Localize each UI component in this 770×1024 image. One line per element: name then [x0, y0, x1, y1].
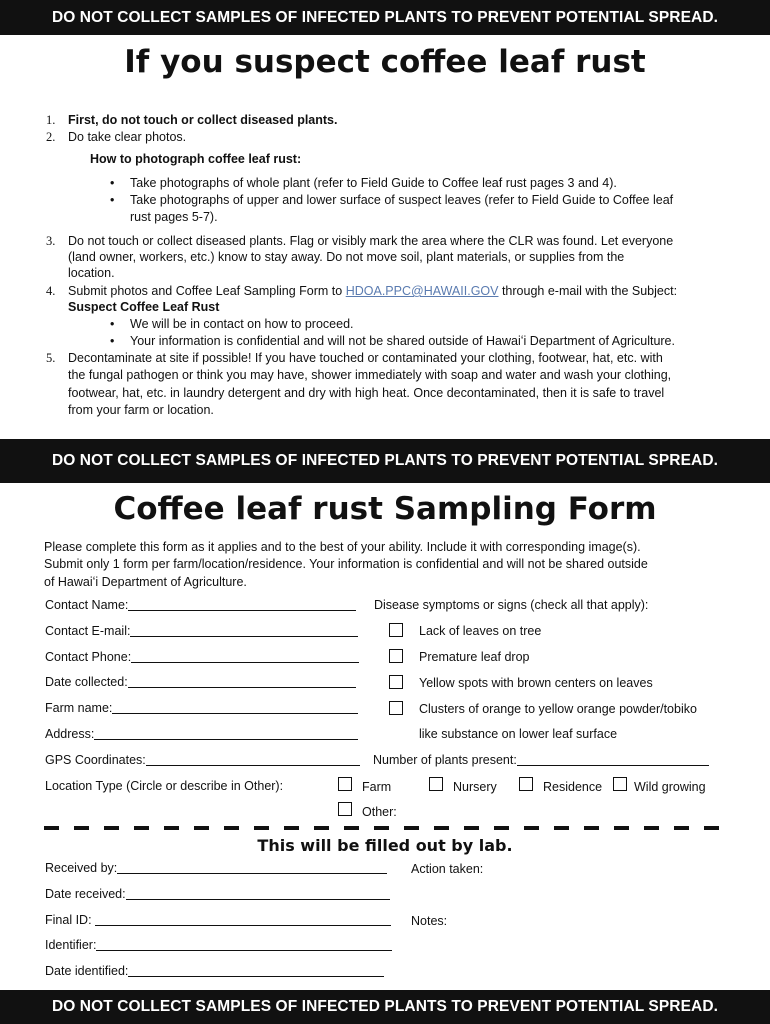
bullet-icon: •: [110, 176, 115, 190]
warning-banner-bottom: DO NOT COLLECT SAMPLES OF INFECTED PLANTS TO PREVENT POTENTIAL SPREAD.: [0, 990, 770, 1024]
step-4-number: 4.: [46, 284, 56, 298]
symptom-4-label-line-2: like substance on lower leaf surface: [419, 727, 618, 741]
warning-banner-top: DO NOT COLLECT SAMPLES OF INFECTED PLANTS TO PREVENT POTENTIAL SPREAD.: [0, 0, 770, 35]
photo-bullet-1: Take photographs of whole plant (refer to Field Guide to Coffee leaf rust pages 3 and 4).: [130, 176, 617, 190]
final-id-field[interactable]: Final ID:: [45, 912, 391, 929]
notes-label: Notes:: [411, 914, 448, 928]
contact-phone-field[interactable]: Contact Phone:: [45, 649, 359, 666]
form-intro-line-3: of Hawaiʻi Department of Agriculture.: [44, 575, 247, 589]
step-3-number: 3.: [46, 234, 56, 248]
location-wild-checkbox[interactable]: [613, 777, 627, 791]
step-4-bullet-1: We will be in contact on how to proceed.: [130, 317, 354, 331]
step-5-line-3: footwear, hat, etc. in laundry detergent and dry with high heat. Once decontaminated, then it is safe to travel: [68, 386, 665, 400]
photo-bullet-2-line-2: rust pages 5-7).: [130, 210, 218, 224]
step-2-number: 2.: [46, 130, 56, 144]
step-5-number: 5.: [46, 351, 56, 365]
step-5-line-4: from your farm or location.: [68, 403, 214, 417]
symptom-1-checkbox[interactable]: [389, 623, 403, 637]
step-3-line-2: (land owner, workers, etc.) know to stay away. Do not move soil, plant materials, or supplies from the: [68, 250, 625, 264]
date-identified-field[interactable]: Date identified:: [45, 963, 384, 980]
form-intro-line-1: Please complete this form as it applies and to the best of your ability. Include it with corresponding image(s).: [44, 540, 641, 554]
dashed-divider: [44, 826, 728, 830]
symptom-3-label: Yellow spots with brown centers on leaves: [419, 676, 653, 690]
step-1-text: First, do not touch or collect diseased plants.: [68, 113, 338, 127]
symptom-1-label: Lack of leaves on tree: [419, 624, 542, 638]
lab-section-title: This will be filled out by lab.: [257, 836, 513, 855]
photo-heading: How to photograph coffee leaf rust:: [90, 152, 302, 166]
location-farm-label: Farm: [362, 780, 392, 794]
contact-name-field[interactable]: Contact Name:: [45, 597, 356, 614]
location-farm-checkbox[interactable]: [338, 777, 352, 791]
step-2-text: Do take clear photos.: [68, 130, 187, 144]
received-by-field[interactable]: Received by:: [45, 860, 387, 877]
warning-banner-middle: DO NOT COLLECT SAMPLES OF INFECTED PLANTS TO PREVENT POTENTIAL SPREAD.: [0, 439, 770, 483]
num-plants-field[interactable]: Number of plants present:: [373, 752, 709, 769]
contact-email-field[interactable]: Contact E-mail:: [45, 623, 358, 640]
date-collected-line[interactable]: [128, 675, 356, 688]
location-nursery-checkbox[interactable]: [429, 777, 443, 791]
farm-name-field[interactable]: Farm name:: [45, 700, 358, 717]
step-5-line-1: Decontaminate at site if possible! If you have touched or contaminated your clothing, footwear, hat, etc. with: [68, 351, 663, 365]
address-line[interactable]: [94, 727, 358, 740]
location-other-label: Other:: [362, 805, 397, 819]
farm-name-line[interactable]: [112, 701, 358, 714]
form-intro-line-2: Submit only 1 form per farm/location/residence. Your information is confidential and will not be shared outside: [44, 557, 648, 571]
date-collected-field[interactable]: Date collected:: [45, 674, 356, 691]
symptom-3-checkbox[interactable]: [389, 675, 403, 689]
photo-bullet-2-line-1: Take photographs of upper and lower surface of suspect leaves (refer to Field Guide to Coffee leaf: [130, 193, 674, 207]
location-residence-checkbox[interactable]: [519, 777, 533, 791]
date-identified-line[interactable]: [128, 964, 384, 977]
date-received-field[interactable]: Date received:: [45, 886, 390, 903]
symptom-4-label-line-1: Clusters of orange to yellow orange powder/tobiko: [419, 702, 697, 716]
date-received-line[interactable]: [126, 887, 390, 900]
num-plants-line[interactable]: [517, 753, 709, 766]
location-type-label: Location Type (Circle or describe in Other):: [45, 779, 284, 793]
symptoms-heading: Disease symptoms or signs (check all that apply):: [374, 598, 649, 612]
bullet-icon: •: [110, 317, 115, 331]
symptom-4-checkbox[interactable]: [389, 701, 403, 715]
step-4-bullet-2: Your information is confidential and will not be shared outside of Hawaiʻi Department of Agriculture.: [130, 334, 675, 348]
symptom-2-checkbox[interactable]: [389, 649, 403, 663]
address-field[interactable]: Address:: [45, 726, 358, 743]
section-title-suspect: If you suspect coffee leaf rust: [124, 44, 646, 80]
step-4-text: Submit photos and Coffee Leaf Sampling Form to HDOA.PPC@HAWAII.GOV through e-mail with the Subject:: [68, 284, 678, 298]
location-nursery-label: Nursery: [453, 780, 497, 794]
gps-field[interactable]: GPS Coordinates:: [45, 752, 360, 769]
step-5-line-2: the fungal pathogen or think you may have, shower immediately with soap and water and wash your clothing,: [68, 368, 672, 382]
action-taken-label: Action taken:: [411, 862, 484, 876]
final-id-line[interactable]: [95, 913, 391, 926]
location-wild-label: Wild growing: [634, 780, 706, 794]
contact-phone-line[interactable]: [131, 650, 359, 663]
step-1-number: 1.: [46, 113, 56, 127]
step-3-line-3: location.: [68, 266, 115, 280]
symptom-2-label: Premature leaf drop: [419, 650, 530, 664]
received-by-line[interactable]: [117, 861, 387, 874]
bullet-icon: •: [110, 193, 115, 207]
gps-line[interactable]: [146, 753, 360, 766]
identifier-line[interactable]: [96, 938, 392, 951]
location-residence-label: Residence: [543, 780, 603, 794]
form-title: Coffee leaf rust Sampling Form: [113, 491, 657, 527]
step-3-line-1: Do not touch or collect diseased plants. Flag or visibly mark the area where the CLR was found. Let everyone: [68, 234, 674, 248]
email-link[interactable]: HDOA.PPC@HAWAII.GOV: [345, 284, 499, 298]
step-4-subject: Suspect Coffee Leaf Rust: [68, 300, 220, 314]
location-other-checkbox[interactable]: [338, 802, 352, 816]
identifier-field[interactable]: Identifier:: [45, 937, 392, 954]
bullet-icon: •: [110, 334, 115, 348]
contact-email-line[interactable]: [130, 624, 358, 637]
contact-name-line[interactable]: [128, 598, 356, 611]
